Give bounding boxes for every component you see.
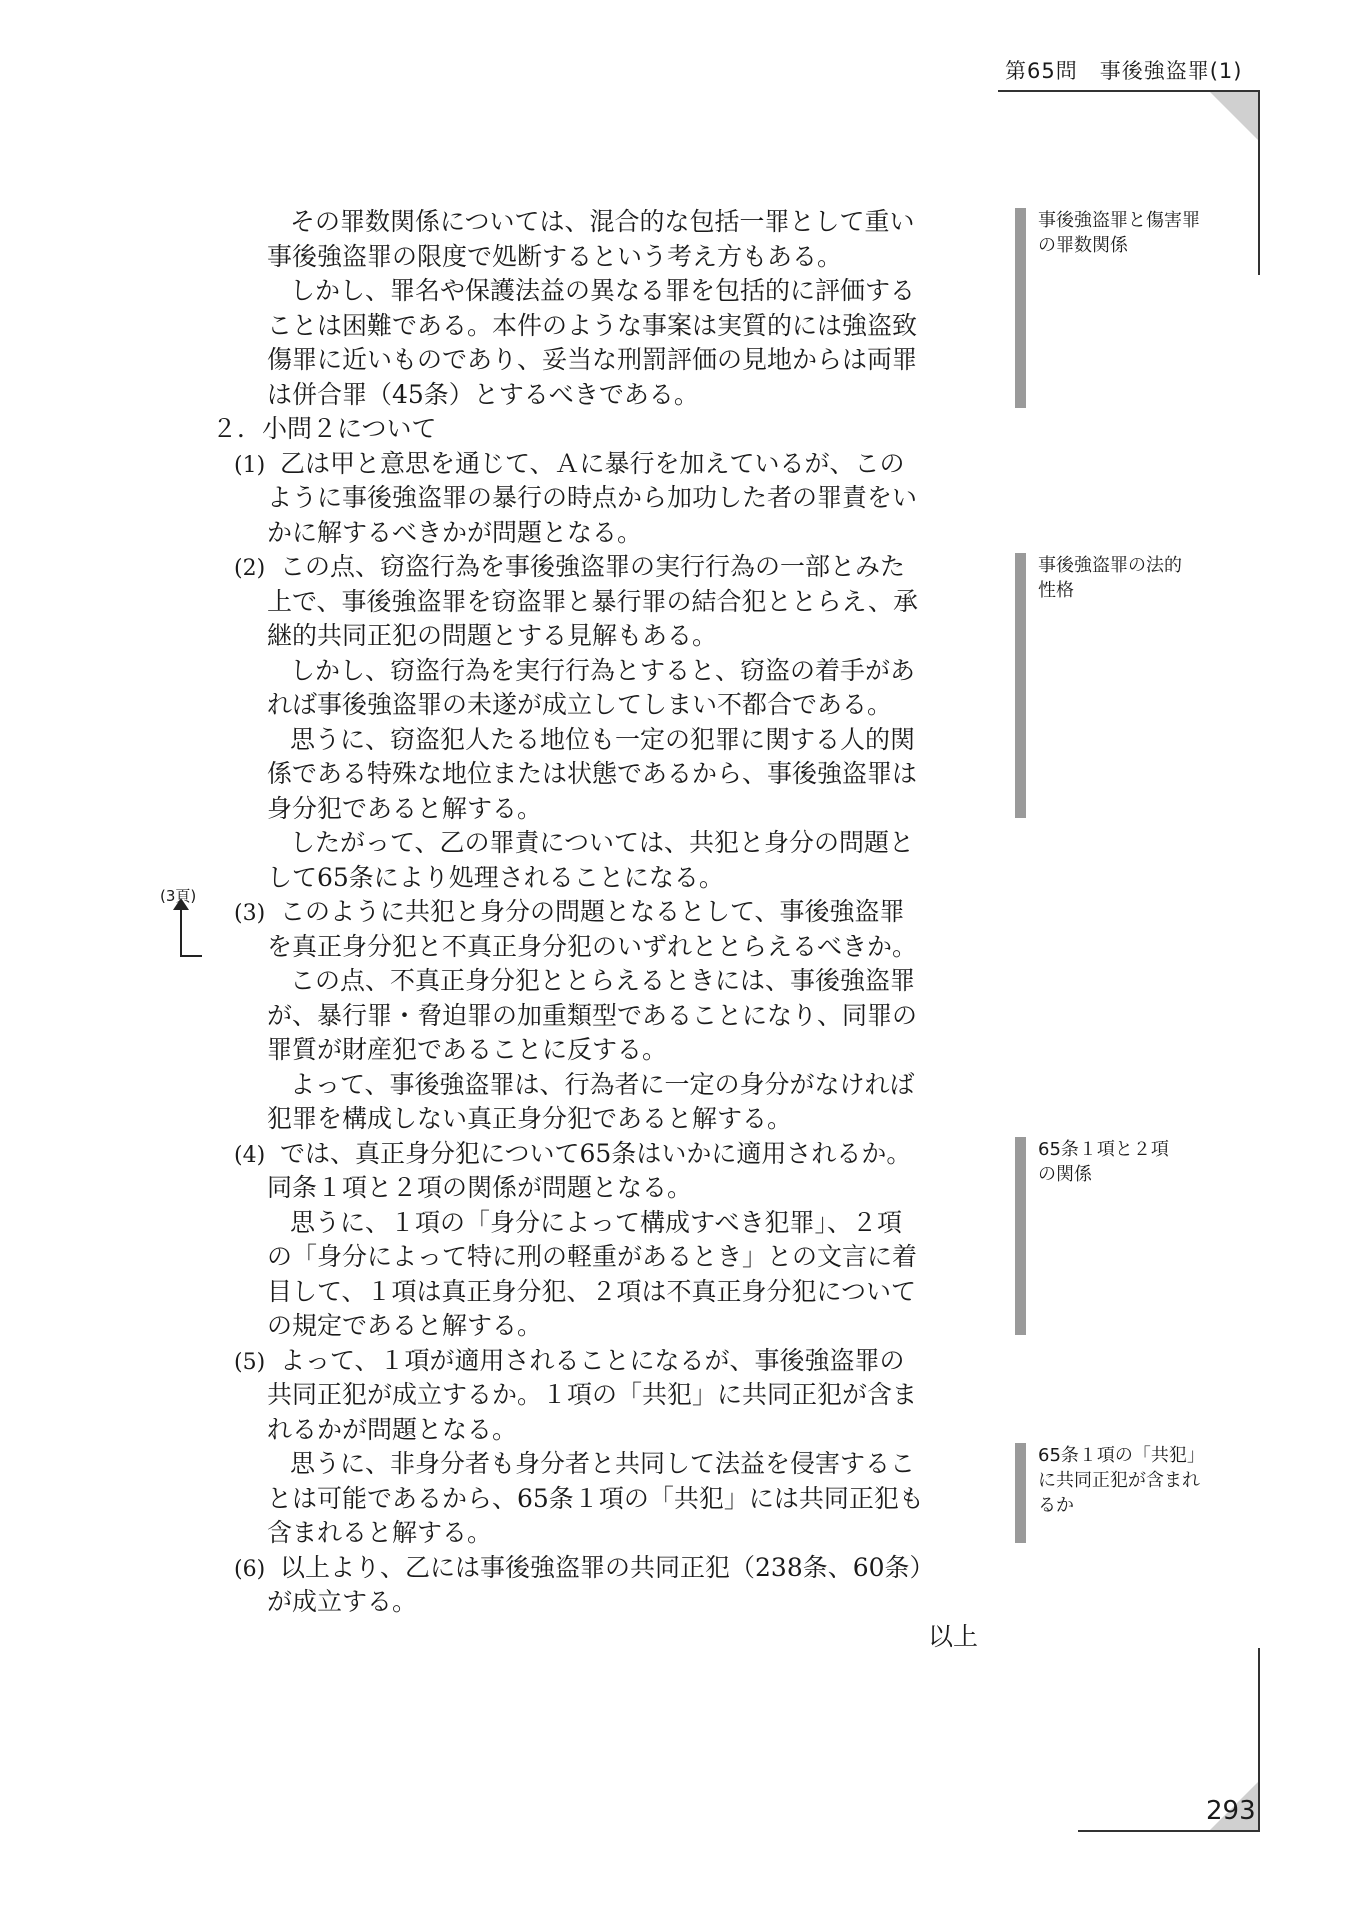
- text-line: 以上より、乙には事後強盗罪の共同正犯（238条、60条）: [280, 1552, 935, 1582]
- item-number: (3): [234, 901, 266, 926]
- text-line: 継的共同正犯の問題とする見解もある。: [267, 621, 718, 650]
- text-line: 目して、１項は真正身分犯、２項は不真正身分犯について: [267, 1276, 917, 1306]
- text-line: れば事後強盗罪の未遂が成立してしまい不都合である。: [267, 690, 893, 719]
- text-line: よって、事後強盗罪は、行為者に一定の身分がなければ: [290, 1069, 915, 1099]
- side-note-line: 事後強盗罪の法的: [1038, 555, 1182, 576]
- corner-triangle-top: [1210, 92, 1258, 140]
- text-line: この点、不真正身分犯ととらえるときには、事後強盗罪: [290, 966, 916, 995]
- text-line: 含まれると解する。: [267, 1518, 493, 1547]
- list-item: [210, 1137, 990, 1172]
- text-line: が、暴行罪・脅迫罪の加重類型であることになり、同罪の: [267, 1000, 918, 1030]
- footer-rule: [1078, 1830, 1260, 1832]
- text-line: が成立する。: [267, 1587, 418, 1616]
- item-number: (1): [234, 452, 266, 478]
- text-line: しかし、窃盗行為を実行行為とすると、窃盗の着手があ: [290, 655, 916, 685]
- header-title: 第65問 事後強盗罪(1): [1005, 59, 1243, 83]
- text-line: 身分犯であると解する。: [267, 793, 543, 823]
- side-note-line: の関係: [1038, 1164, 1092, 1185]
- right-edge-bottom: [1258, 1648, 1260, 1832]
- closing-text: 以上: [927, 1621, 978, 1651]
- text-line: れるかが問題となる。: [267, 1414, 518, 1444]
- item-number: (2): [234, 556, 266, 581]
- text-line: 思うに、非身分者も身分者と共同して法益を侵害するこ: [290, 1449, 916, 1478]
- text-line: よって、１項が適用されることになるが、事後強盗罪の: [280, 1345, 905, 1375]
- side-note-line: の罪数関係: [1038, 235, 1128, 256]
- text-line: の「身分によって特に刑の軽重があるとき」との文言に着: [267, 1242, 918, 1271]
- section-heading: ２．小問２について: [212, 414, 437, 443]
- text-line: して65条により処理されることになる。: [267, 862, 724, 892]
- text-line: その罪数関係については、混合的な包括一罪として重い: [290, 207, 915, 236]
- page-reference-marker: (3頁): [160, 887, 197, 905]
- list-item: [210, 447, 990, 482]
- text-line: 傷罪に近いものであり、妥当な刑罰評価の見地からは両罪: [267, 345, 918, 374]
- text-line: 乙は甲と意思を通じて、Ａに暴行を加えているが、この: [280, 448, 905, 478]
- text-line: 思うに、窃盗犯人たる地位も一定の犯罪に関する人的関: [290, 724, 916, 754]
- side-note-line: るか: [1038, 1495, 1074, 1516]
- text-line: ことは困難である。本件のような事案は実質的には強盗致: [267, 310, 918, 340]
- list-item: [210, 1551, 990, 1586]
- marker-arrow-shaft: [180, 905, 182, 957]
- list-item: [210, 550, 990, 585]
- item-number: (6): [234, 1556, 266, 1582]
- marker-arrow-foot: [180, 955, 202, 957]
- text-line: このように共犯と身分の問題となるとして、事後強盗罪: [280, 897, 905, 926]
- text-line: の規定であると解する。: [267, 1311, 543, 1340]
- text-line: を真正身分犯と不真正身分犯のいずれととらえるべきか。: [267, 931, 918, 961]
- side-note-article-65: [1015, 1137, 1169, 1335]
- list-item: [210, 895, 990, 930]
- text-line: は併合罪（45条）とするべきである。: [267, 379, 699, 409]
- list-item: [210, 1344, 990, 1379]
- side-note-line: 性格: [1038, 580, 1074, 601]
- text-line: ように事後強盗罪の暴行の時点から加功した者の罪責をい: [267, 483, 918, 512]
- item-number: (5): [234, 1349, 266, 1375]
- text-line: しかし、罪名や保護法益の異なる罪を包括的に評価する: [290, 276, 916, 305]
- side-note-legal-nature: [1015, 553, 1182, 818]
- text-line: かに解するべきかが問題となる。: [267, 517, 643, 547]
- main-text: [210, 205, 990, 1654]
- text-line: では、真正身分犯について65条はいかに適用されるか。: [280, 1138, 912, 1168]
- side-note-line: 65条１項と２項: [1038, 1139, 1169, 1160]
- side-note-line: 65条１項の「共犯」: [1038, 1445, 1205, 1466]
- text-line: 共同正犯が成立するか。１項の「共犯」に共同正犯が含ま: [267, 1380, 918, 1409]
- side-note-crime-count: [1015, 208, 1200, 408]
- side-note-line: に共同正犯が含まれ: [1038, 1470, 1200, 1491]
- text-line: 罪質が財産犯であることに反する。: [267, 1035, 668, 1064]
- text-line: 犯罪を構成しない真正身分犯であると解する。: [267, 1104, 793, 1133]
- text-line: 上で、事後強盗罪を窃盗罪と暴行罪の結合犯ととらえ、承: [267, 586, 919, 616]
- page-number: 293: [1206, 1796, 1256, 1826]
- side-note-joint-principal: [1015, 1443, 1205, 1543]
- text-line: 思うに、１項の「身分によって構成すべき犯罪」、２項: [290, 1207, 903, 1237]
- text-line: 同条１項と２項の関係が問題となる。: [267, 1173, 693, 1202]
- side-note-line: 事後強盗罪と傷害罪: [1038, 210, 1200, 231]
- text-line: とは可能であるから、65条１項の「共犯」には共同正犯も: [267, 1483, 924, 1513]
- text-line: したがって、乙の罪責については、共犯と身分の問題と: [290, 828, 915, 857]
- text-line: この点、窃盗行為を事後強盗罪の実行行為の一部とみた: [280, 552, 906, 581]
- right-edge-top: [1258, 90, 1260, 275]
- item-number: (4): [234, 1142, 266, 1168]
- text-line: 事後強盗罪の限度で処断するという考え方もある。: [267, 241, 843, 271]
- text-line: 係である特殊な地位または状態であるから、事後強盗罪は: [267, 759, 918, 788]
